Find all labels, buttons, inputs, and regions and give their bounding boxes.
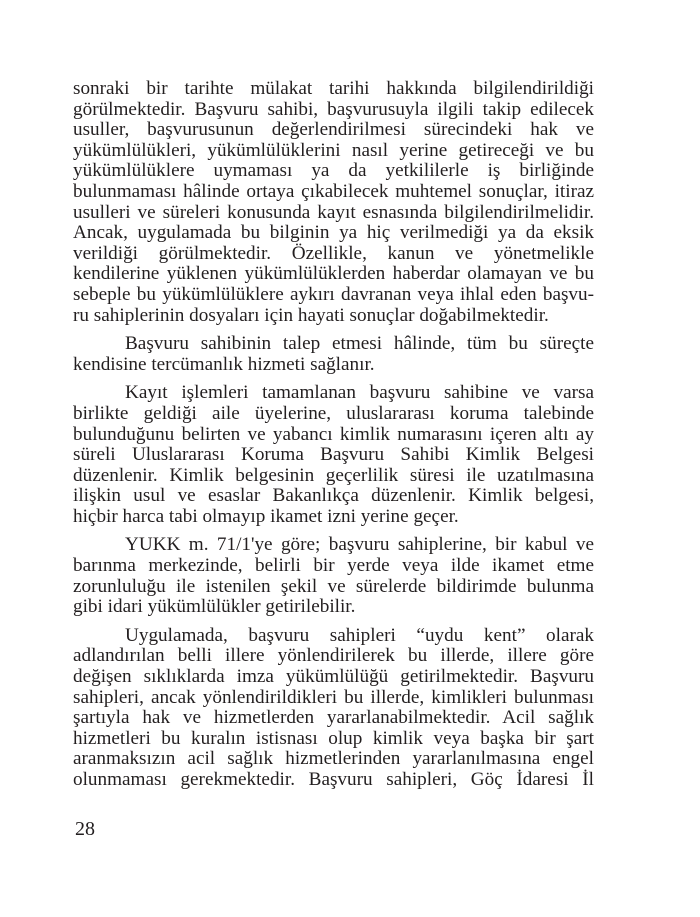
text-line: zorunluluğu ile istenilen şekil ve sürelerde bildirimde bulunma (73, 575, 594, 597)
text-line: aranmaksızın acil sağlık hizmetlerinden yararlanılmasına engel (73, 748, 594, 770)
text-line: birlikte geldiği aile üyelerine, uluslararası koruma talebinde (73, 402, 594, 424)
text-line: sonraki bir tarihte mülakat tarihi hakkında bilgilendirildiği (73, 78, 594, 99)
text-line: Kayıt işlemleri tamamlanan başvuru sahibine ve varsa (125, 382, 594, 404)
text-line: usuller, başvurusunun değerlendirilmesi sürecindeki hak ve (73, 119, 594, 141)
text-line: verildiği görülmektedir. Özellikle, kanun ve yönetmelikle (73, 242, 594, 264)
text-line: şartıyla hak ve hizmetlerden yararlanabilmektedir. Acil sağlık (73, 707, 594, 729)
text-line: gibi idari yükümlülükler getirilebilir. (73, 596, 356, 618)
text-line: ru sahiplerinin dosyaları için hayati sonuçlar doğabilmektedir. (73, 304, 549, 326)
text-line: barınma merkezinde, belirli bir yerde veya ilde ikamet etme (73, 555, 594, 577)
text-line: kendilerine yüklenen yükümlülüklerden haberdar olamayan ve bu (73, 263, 594, 285)
text-line: bulunmaması hâlinde ortaya çıkabilecek muhtemel sonuçlar, itiraz (73, 180, 594, 202)
text-line: Ancak, uygulamada bu bilginin ya hiç verilmediği ya da eksik (73, 222, 594, 244)
text-line: düzenlenir. Kimlik belgesinin geçerlilik süresi ile uzatılmasına (73, 464, 594, 486)
text-line: yükümlülüklere uymaması ya da yetkililerle iş birliğinde (73, 160, 594, 182)
text-line: adlandırılan belli illere yönlendirilerek bu illerde, illere göre (73, 645, 594, 667)
text-line: hizmetleri bu kuralın istisnası olup kimlik veya başka bir şart (73, 727, 594, 749)
text-line: olunmaması gerekmektedir. Başvuru sahipleri, Göç İdaresi İl (73, 769, 594, 790)
text-line: YUKK m. 71/1'ye göre; başvuru sahiplerine, bir kabul ve (125, 534, 594, 556)
paragraph-3 (73, 383, 594, 527)
text-line: yükümlülükleri, yükümlülüklerini nasıl yerine getireceği ve bu (73, 139, 594, 161)
text-line: Başvuru sahibinin talep etmesi hâlinde, tüm bu süreçte (125, 333, 594, 355)
paragraph-5 (73, 626, 594, 791)
text-line: görülmektedir. Başvuru sahibi, başvurusuyla ilgili takip edilecek (73, 98, 594, 120)
text-line: ilişkin usul ve esaslar Bakanlıkça düzenlenir. Kimlik belgesi, (73, 485, 594, 507)
text-line: usulleri ve süreleri konusunda kayıt esnasında bilgilendirilmelidir. (73, 201, 594, 223)
text-line: değişen sıklıklarda imza yükümlülüğü getirilmektedir. Başvuru (73, 666, 594, 688)
text-line: sebeple bu yükümlülüklere aykırı davranan veya ihlal eden başvu- (73, 283, 594, 305)
text-line: Uygulamada, başvuru sahipleri “uydu kent” olarak (125, 624, 594, 646)
document-page-body (73, 79, 594, 791)
paragraph-1 (73, 79, 594, 326)
text-line: süreli Uluslararası Koruma Başvuru Sahibi Kimlik Belgesi (73, 444, 594, 466)
text-line: hiçbir harca tabi olmayıp ikamet izni yerine geçer. (73, 505, 459, 527)
text-line: sahipleri, ancak yönlendirildikleri bu illerde, kimlikleri bulunması (73, 686, 594, 708)
page-number: 28 (75, 818, 95, 840)
paragraph-4 (73, 535, 594, 617)
text-line: bulunduğunu belirten ve yabancı kimlik numarasını içeren altı ay (73, 423, 594, 445)
text-line: kendisine tercümanlık hizmeti sağlanır. (73, 353, 375, 375)
paragraph-2 (73, 334, 594, 375)
